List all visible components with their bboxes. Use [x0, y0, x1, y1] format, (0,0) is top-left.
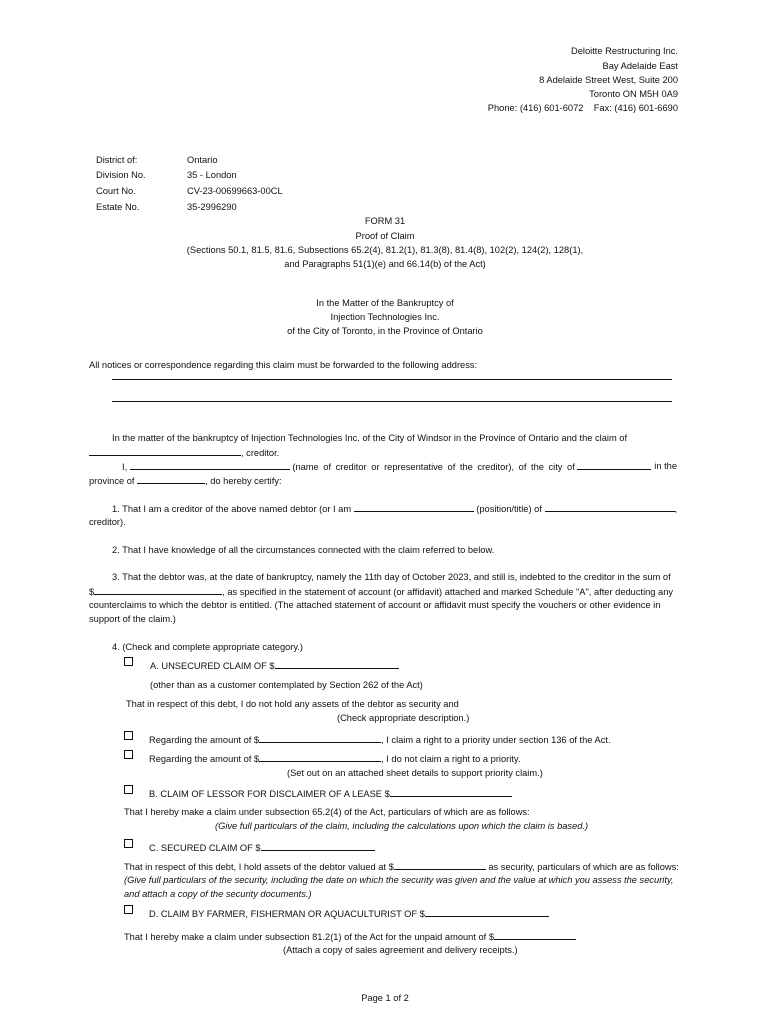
intro-line4	[89, 474, 282, 487]
matter-line1: In the Matter of the Bankruptcy of	[316, 298, 454, 308]
lessor-text: That I hereby make a claim under subsection 65.2(4) of the Act, particulars of which are as follows:	[124, 807, 530, 817]
checkbox-lessor[interactable]	[124, 785, 133, 797]
i-prefix: I,	[122, 462, 128, 472]
item1-comma: ,	[674, 504, 678, 514]
representative-name-blank[interactable]	[130, 460, 290, 470]
checkbox-lessor-box[interactable]	[124, 785, 133, 794]
secured-value-blank[interactable]	[394, 860, 486, 870]
address-line-1[interactable]	[112, 379, 672, 380]
checkbox-farmer-box[interactable]	[124, 905, 133, 914]
unsecured-amount-blank[interactable]	[275, 659, 399, 669]
unsecured-label: A. UNSECURED CLAIM OF $	[150, 661, 275, 671]
item1-line1	[112, 502, 677, 515]
secured-amount-blank[interactable]	[261, 841, 375, 851]
address-line-2[interactable]	[112, 401, 672, 402]
unsecured-respect: That in respect of this debt, I do not hold any assets of the debtor as security and	[126, 699, 459, 709]
matter-line3: of the City of Toronto, in the Province of Ontario	[287, 326, 483, 336]
priority-line	[149, 733, 611, 746]
no-priority-post: , I do not claim a right to a priority.	[381, 754, 521, 764]
checkbox-no-priority[interactable]	[124, 750, 133, 762]
priority-pre: Regarding the amount of $	[149, 735, 260, 745]
intro-line1: In the matter of the bankruptcy of Injection Technologies Inc. of the City of Windsor in the Province of Ontario and the claim of	[112, 433, 628, 443]
firm-city: Toronto ON M5H 0A9	[589, 89, 678, 99]
item1-a: 1. That I am a creditor of the above named debtor (or I am	[112, 504, 352, 514]
item2-text: 2. That I have knowledge of all the circumstances connected with the claim referred to below.	[112, 545, 495, 555]
intro-line3	[122, 460, 677, 473]
firm-building: Bay Adelaide East	[602, 61, 678, 71]
secured-label-line	[149, 841, 375, 854]
item3-line2	[89, 585, 673, 598]
farmer-amount-blank[interactable]	[425, 907, 549, 917]
item3-line1: 3. That the debtor was, at the date of bankruptcy, namely the 11th day of October 2023, and still is, indebted to the creditor in the sum of	[112, 572, 671, 582]
farmer-text: That I hereby make a claim under subsection 81.2(1) of the Act for the unpaid amount of $	[124, 932, 495, 942]
farmer-label-line	[149, 907, 549, 920]
position-title-blank[interactable]	[354, 502, 474, 512]
firm-street: 8 Adelaide Street West, Suite 200	[539, 75, 678, 85]
court-value: CV-23-00699663-00CL	[187, 186, 283, 196]
item1-c: creditor).	[89, 517, 126, 527]
district-value: Ontario	[187, 155, 218, 165]
in-the-text: in the	[654, 461, 677, 471]
priority-post: , I claim a right to a priority under section 136 of the Act.	[381, 735, 611, 745]
estate-label: Estate No.	[96, 202, 140, 212]
secured-text-pre: That in respect of this debt, I hold assets of the debtor valued at $	[124, 862, 394, 872]
lessor-label: B. CLAIM OF LESSOR FOR DISCLAIMER OF A LEASE $	[149, 789, 390, 799]
no-priority-amount-blank[interactable]	[259, 752, 381, 762]
firm-name: Deloitte Restructuring Inc.	[571, 46, 678, 56]
city-blank[interactable]	[577, 460, 651, 470]
item3-dollar: $	[89, 587, 95, 597]
district-label: District of:	[96, 155, 138, 165]
creditor-name-blank[interactable]	[89, 446, 241, 456]
checkbox-unsecured-box[interactable]	[124, 657, 133, 666]
item3-line3: counterclaims to which the debtor is entitled. (The attached statement of account or affidavit must specify the vouchers or other evidence in	[89, 600, 661, 610]
item3-b: , as specified in the statement of account (or affidavit) attached and marked Schedule "A", after deducting any	[222, 587, 674, 597]
matter-line2: Injection Technologies Inc.	[330, 312, 440, 322]
province-prefix: province of	[89, 476, 135, 486]
province-blank[interactable]	[137, 474, 205, 484]
unsecured-check: (Check appropriate description.)	[337, 713, 470, 723]
priority-note: (Set out on an attached sheet details to support priority claim.)	[287, 768, 543, 778]
priority-amount-blank[interactable]	[259, 733, 381, 743]
form-number: FORM 31	[364, 216, 406, 226]
item1-b: (position/title) of	[476, 504, 542, 514]
division-label: Division No.	[96, 170, 146, 180]
certify-text: , do hereby certify:	[205, 476, 282, 486]
form-sections-line2: and Paragraphs 51(1)(e) and 66.14(b) of the Act)	[284, 259, 486, 269]
creditor-suffix: , creditor.	[241, 448, 280, 458]
secured-italic1: (Give full particulars of the security, including the date on which the security was given and the value at which you assess the security,	[124, 875, 674, 885]
lessor-label-line	[149, 787, 512, 800]
checkbox-no-priority-box[interactable]	[124, 750, 133, 759]
division-value: 35 - London	[187, 170, 237, 180]
farmer-unpaid-blank[interactable]	[494, 930, 576, 940]
lessor-amount-blank[interactable]	[390, 787, 512, 797]
item4-text: 4. (Check and complete appropriate category.)	[112, 642, 304, 652]
name-text: (name of creditor or representative of the creditor), of the city of	[292, 462, 575, 472]
no-priority-pre: Regarding the amount of $	[149, 754, 260, 764]
checkbox-secured-box[interactable]	[124, 839, 133, 848]
lessor-italic: (Give full particulars of the claim, including the calculations upon which the claim is based.)	[215, 821, 589, 831]
intro-line2	[89, 446, 279, 459]
checkbox-priority-box[interactable]	[124, 731, 133, 740]
farmer-note: (Attach a copy of sales agreement and delivery receipts.)	[283, 945, 518, 955]
secured-italic2: and attach a copy of the security documents.)	[124, 889, 312, 899]
company-blank[interactable]	[545, 502, 675, 512]
claim-sum-blank[interactable]	[94, 585, 222, 595]
firm-contact: Phone: (416) 601-6072 Fax: (416) 601-6690	[487, 103, 678, 113]
checkbox-secured[interactable]	[124, 839, 133, 851]
unsecured-note: (other than as a customer contemplated by Section 262 of the Act)	[150, 680, 423, 690]
item3-line4: support of the claim.)	[89, 614, 176, 624]
secured-text-line	[124, 860, 679, 873]
unsecured-label-line	[150, 659, 399, 672]
page-number: Page 1 of 2	[361, 993, 409, 1003]
checkbox-priority[interactable]	[124, 731, 133, 743]
no-priority-line	[149, 752, 520, 765]
secured-label: C. SECURED CLAIM OF $	[149, 843, 261, 853]
court-label: Court No.	[96, 186, 136, 196]
farmer-text-line	[124, 930, 576, 943]
checkbox-farmer[interactable]	[124, 905, 133, 917]
form-title: Proof of Claim	[355, 231, 415, 241]
estate-value: 35-2996290	[187, 202, 237, 212]
secured-text-post: as security, particulars of which are as follows:	[488, 862, 679, 872]
form-sections-line1: (Sections 50.1, 81.5, 81.6, Subsections 65.2(4), 81.2(1), 81.3(8), 81.4(8), 102(2), 124(2), 128(1),	[186, 245, 584, 255]
checkbox-unsecured[interactable]	[124, 657, 133, 669]
farmer-label: D. CLAIM BY FARMER, FISHERMAN OR AQUACULTURIST OF $	[149, 909, 425, 919]
notices-text: All notices or correspondence regarding this claim must be forwarded to the following address:	[89, 360, 478, 370]
